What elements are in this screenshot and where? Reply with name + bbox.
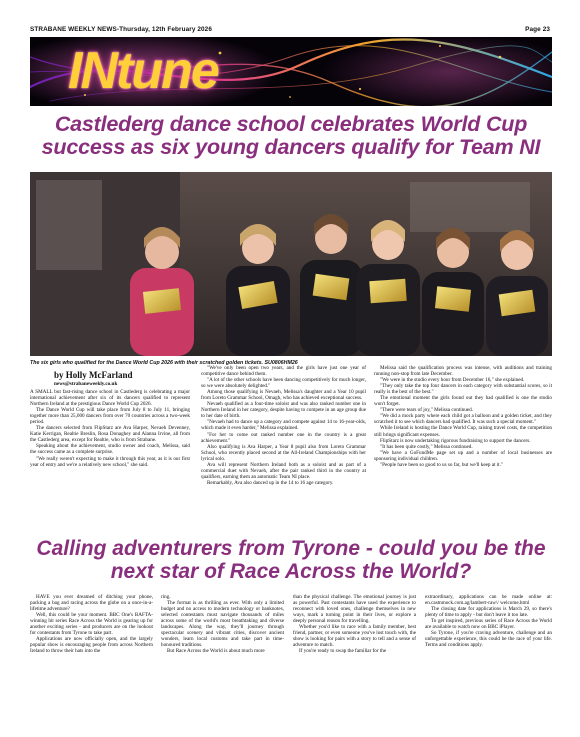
story2-column-1 bbox=[30, 594, 153, 654]
paragraph: HAVE you ever dreamed of ditching your phone, packing a bag and racing across the globe on a once-in-a-lifetime adventure? bbox=[30, 594, 153, 613]
paragraph: The Dance World Cup will take place from July 8 to July 11, bringing together more than 25,000 dancers from over 70 countries across a two-week period. bbox=[30, 407, 190, 426]
paragraph: Ava will represent Northern Ireland both as a soloist and as part of a commercial duet with Nevaeh, after the pair ranked third in the country at qualifiers, earning them an automatic Team NI place. bbox=[201, 461, 366, 480]
paragraph: "We have a GoFundMe page set up and a number of local businesses are sponsoring individual children. bbox=[374, 449, 552, 462]
paragraph: Well, this could be your moment. BBC One's BAFTA-winning hit series Race Across the World is gearing up for another exciting series - and producers are on the lookout for contestants from Tyrone to take part. bbox=[30, 612, 153, 637]
paragraph: Nevaeh qualified as a four-time soloist and was also ranked number one in Northern Ireland in her category, despite having to compete in an age group due to her date of birth. bbox=[201, 401, 366, 420]
paragraph: Speaking about the achievement, studio owner and coach, Melissa, said the success came as a complete surprise. bbox=[30, 443, 190, 456]
paragraph: The format is as thrilling as ever. With only a limited budget and no access to modern technology or banknotes, selected contestants must navigate thousands of miles across some of the world's most breathtaking and diverse landscapes. Along the way, they'll journey through spectacular scenery and vibrant cities, discover ancient wonders, learn local customs and take part in time-honoured traditions. bbox=[161, 600, 284, 649]
intune-banner bbox=[30, 37, 552, 106]
paragraph: Melissa said the qualification process was intense, with auditions and training running non-stop from late December. bbox=[374, 365, 552, 378]
story1-column-2 bbox=[201, 365, 366, 486]
paragraph: Also qualifying is Ava Harper, a Year 8 pupil also from Loreto Grammar School, who recently placed second at the All-Ireland Championships with her lyrical solo. bbox=[201, 443, 366, 462]
folio-page-number: Page 23 bbox=[525, 26, 550, 33]
paragraph: Remarkably, Ava also danced up in the 14 to 16 age category. bbox=[207, 479, 334, 486]
byline-name: by Holly McFarland bbox=[54, 370, 133, 380]
folio-publication-date: STRABANE WEEKLY NEWS-Thursday, 12th February 2026 bbox=[30, 26, 212, 33]
paragraph: "We really weren't expecting to make it through this year, as it is our first year of entry and we're a relatively new school," she said. bbox=[30, 455, 190, 468]
story2-column-4 bbox=[425, 594, 552, 648]
paragraph: "A lot of the other schools have been dancing competitively for much longer, so we were absolutely delighted." bbox=[201, 377, 366, 390]
paragraph: "It has been quite costly," Melissa continued. bbox=[380, 443, 473, 450]
banner-title: INtune bbox=[68, 42, 218, 100]
paragraph: While Ireland is hosting the Dance World Cup, raising travel costs, the competition still brings significant expenses. bbox=[374, 425, 552, 438]
paragraph: extraordinary, applications can be made online at: en.castnmock.com.ag/lambert-raw\/ welcome.html bbox=[425, 594, 552, 607]
photo-caption: The six girls who qualified for the Dance World Cup 2026 with their scratched golden tickets. SU0806HM26 bbox=[30, 360, 298, 366]
story2-headline: Calling adventurers from Tyrone - could you be the next star of Race Across the World? bbox=[36, 537, 546, 583]
story1-column-1 bbox=[30, 389, 190, 468]
paragraph: "We were in the studio every hour from December 16," she explained. bbox=[380, 377, 525, 384]
paragraph: Whether you'd like to race with a family member, best friend, partner, or even someone you've lost touch with, the show is looking for pairs with a story to tell and a sense of adventure to match. bbox=[293, 624, 416, 649]
dancers-photo-illustration bbox=[30, 172, 552, 356]
paragraph: The closing date for applications is March 29, so there's plenty of time to apply - but don't leave it too late. bbox=[425, 606, 552, 619]
paragraph: To get inspired, previous series of Race Across the World are available to watch now on BBC iPlayer. bbox=[425, 618, 552, 631]
paragraph: "We did a mock party where each child got a balloon and a golden ticket, and they scratched it to see which dancers had qualified. It was such a special moment." bbox=[374, 413, 552, 426]
paragraph: The emotional moment the girls found out they had qualified is one the studio won't forget. bbox=[374, 395, 552, 408]
paragraph: ring. bbox=[161, 594, 171, 600]
page-folio bbox=[30, 26, 550, 36]
paragraph: A SMALL but fast-rising dance school in Castlederg is celebrating a major international achievement after six of its dancers qualified to represent Northern Ireland at the prestigious Dance World Cup 2026. bbox=[30, 389, 190, 408]
story2-column-3 bbox=[293, 594, 416, 654]
byline-email: news@strabaneweekly.co.uk bbox=[54, 381, 118, 387]
paragraph: "We've only been open two years, and the girls have just one year of competitive dance behind them. bbox=[201, 365, 366, 378]
paragraph: "There were tears of joy," Melissa continued. bbox=[380, 407, 473, 414]
paragraph: than the physical challenge. The emotional journey is just as powerful. Past contestants have used the experience to reconnect with loved ones, challenge themselves in new ways, mark a turning point in their lives, or explore a deeply personal reason for travelling. bbox=[293, 594, 416, 625]
paragraph: "People have been so good to us so far, but we'll keep at it." bbox=[380, 461, 503, 468]
paragraph: FlipStarz is now undertaking rigorous fundraising to support the dancers. bbox=[380, 437, 531, 444]
paragraph: "For her to come out ranked number one in the country is a great achievement." bbox=[201, 431, 366, 444]
paragraph: "Nevaeh had to dance up a category and compete against 14 to 16-year-olds, which made it even harder," Melissa explained. bbox=[201, 419, 366, 432]
paragraph: So Tyrone, if you're craving adventure, challenge and an unforgettable experience, this could be the race of your life. Terms and conditions apply. bbox=[425, 630, 552, 649]
paragraph: "They only take the top four dancers in each category with substantial scores, so it really is the best of the best." bbox=[374, 383, 552, 396]
paragraph: But Race Across the World is about much more bbox=[167, 648, 265, 655]
paragraph: The dancers selected from FlipStarz are Ava Harper, Nevaeh Devenney, Katie Kerrigan, Realtie Breslin, Rosa Donaghey and Alanna Irvine, all from the Castlederg area, except for Realtie, who is from Strabane. bbox=[30, 425, 190, 444]
paragraph: Among those qualifying is Nevaeh, Melissa's daughter and a Year 10 pupil from Loreto Grammar School, Omagh, who has achieved exceptional success. bbox=[201, 389, 366, 402]
byline bbox=[32, 370, 192, 387]
paragraph: Applications are now officially open, and the largely popular show is encouraging people from across Northern Ireland to throw their hats into the bbox=[30, 636, 153, 655]
story2-column-2 bbox=[161, 594, 284, 654]
story1-headline: Castlederg dance school celebrates World Cup success as six young dancers qualify for Team NI bbox=[41, 112, 541, 160]
dancers-photo bbox=[30, 172, 552, 356]
story1-column-3 bbox=[374, 365, 552, 468]
paragraph: If you're ready to swap the familiar for the bbox=[299, 648, 387, 655]
